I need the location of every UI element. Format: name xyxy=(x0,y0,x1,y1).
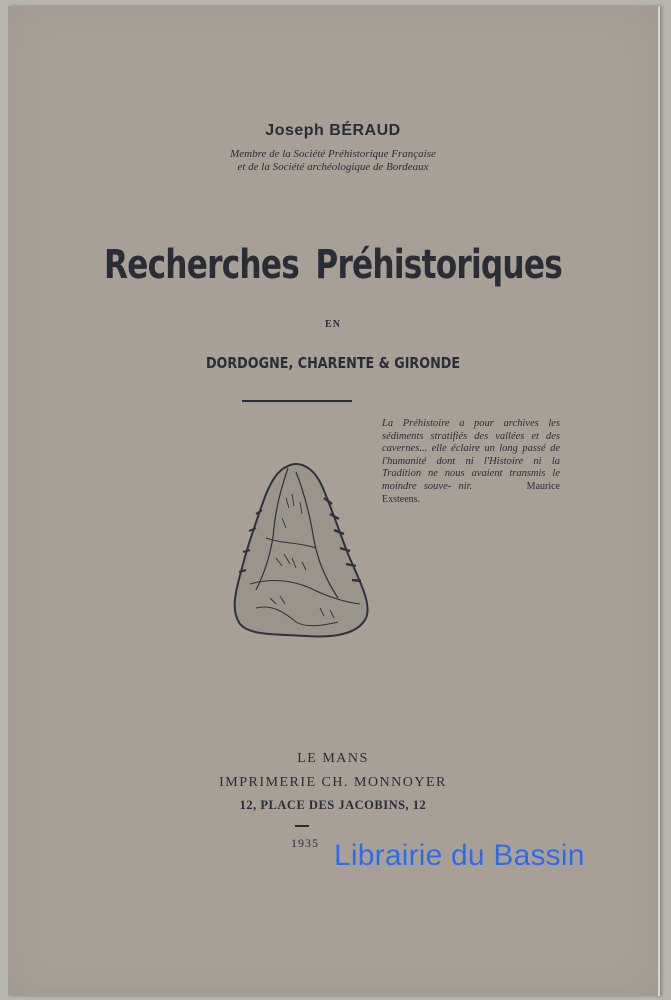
book-title: Recherches Préhistoriques xyxy=(103,242,563,288)
region-subtitle: DORDOGNE, CHARENTE & GIRONDE xyxy=(205,354,461,372)
author-name: Joseph BÉRAUD xyxy=(265,122,401,139)
author-affiliation-line-2: et de la Société archéologique de Bordeaux xyxy=(237,161,429,173)
publication-year: 1935 xyxy=(291,836,319,850)
title-preposition: EN xyxy=(325,319,341,330)
imprint-address: 12, PLACE DES JACOBINS, 12 xyxy=(239,798,427,812)
title-divider xyxy=(242,400,352,402)
seller-watermark: Librairie du Bassin xyxy=(334,839,585,872)
epigraph-attribution: Maurice Exsteens. xyxy=(382,480,560,505)
epigraph xyxy=(382,418,560,506)
book-cover xyxy=(8,6,660,996)
epigraph-text: La Préhistoire a pour archives les sédiments stratifiés des vallées et des cavernes... elle éclaire un long passé de l'humanité dont ni l'Histoire ni la Tradition ne nous avaient transmis le moindre souve- nir. xyxy=(382,418,560,492)
imprint-city: LE MANS xyxy=(297,751,369,766)
imprint-dash xyxy=(295,825,309,827)
author-affiliation-line-1: Membre de la Société Préhistorique Française xyxy=(230,148,436,160)
imprint-printer: IMPRIMERIE CH. MONNOYER xyxy=(219,775,447,790)
flint-handaxe-icon xyxy=(226,458,376,648)
